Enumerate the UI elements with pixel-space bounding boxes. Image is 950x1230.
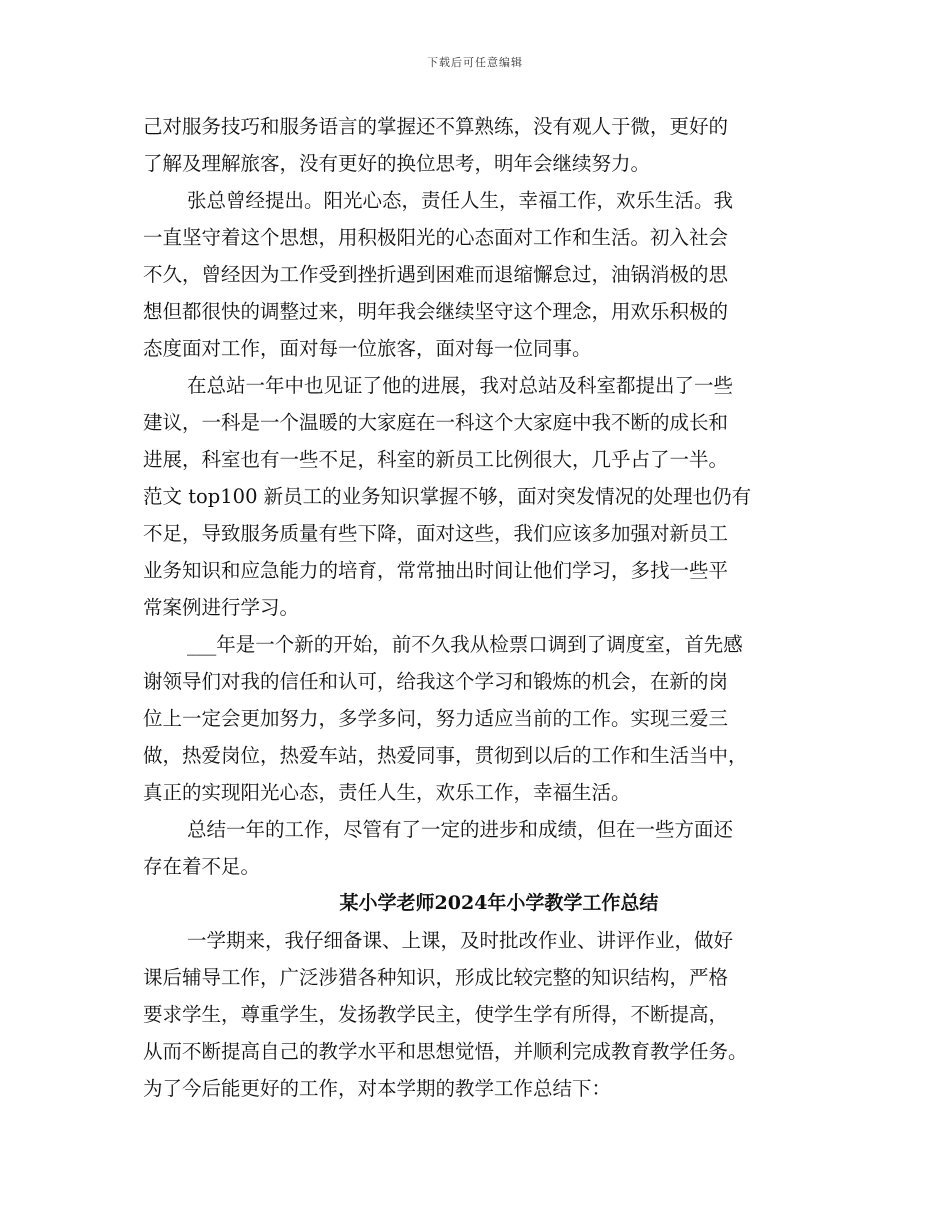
text-line: 想但都很快的调整过来，明年我会继续坚守这个理念，用欢乐积极的 xyxy=(143,300,729,323)
text-line: 位上一定会更加努力，多学多问，努力适应当前的工作。实现三爱三 xyxy=(143,707,729,730)
text-line: 做，热爱岗位，热爱车站，热爱同事，贯彻到以后的工作和生活当中， xyxy=(143,744,748,767)
text-line: 课后辅导工作，广泛涉猎各种知识，形成比较完整的知识结构，严格 xyxy=(143,966,729,989)
text-line: 谢领导们对我的信任和认可，给我这个学习和锻炼的机会，在新的岗 xyxy=(143,670,729,693)
text-line: 了解及理解旅客，没有更好的换位思考，明年会继续努力。 xyxy=(143,152,651,175)
text-line: 常案例进行学习。 xyxy=(143,596,300,619)
text-line: 从而不断提高自己的教学水平和思想觉悟，并顺利完成教育教学任务。 xyxy=(143,1040,748,1063)
document-body xyxy=(143,108,825,1107)
paragraph-start-line: ___年是一个新的开始，前不久我从检票口调到了调度室，首先感 xyxy=(187,633,743,656)
text-line: 一直坚守着这个思想，用积极阳光的心态面对工作和生活。初入社会 xyxy=(143,226,729,249)
text-line: 不足，导致服务质量有些下降，面对这些，我们应该多加强对新员工 xyxy=(143,522,729,545)
text-line: 进展，科室也有一些不足，科室的新员工比例很大，几乎占了一半。 xyxy=(143,448,729,471)
paragraph-start-line: 张总曾经提出。阳光心态，责任人生，幸福工作，欢乐生活。我 xyxy=(187,189,734,212)
section-title: 某小学老师2024年小学教学工作总结 xyxy=(339,892,659,914)
paragraph-start-line: 在总站一年中也见证了他的进展，我对总站及科室都提出了一些 xyxy=(187,374,734,397)
text-line: 为了今后能更好的工作，对本学期的教学工作总结下： xyxy=(143,1077,612,1100)
text-line: 存在着不足。 xyxy=(143,855,261,878)
text-line: 己对服务技巧和服务语言的掌握还不算熟练，没有观人于微，更好的 xyxy=(143,115,729,138)
page-header: 下载后可任意编辑 xyxy=(427,56,523,69)
text-line: 态度面对工作，面对每一位旅客，面对每一位同事。 xyxy=(143,337,592,360)
paragraph-start-line: 一学期来，我仔细备课、上课，及时批改作业、讲评作业，做好 xyxy=(187,929,734,952)
text-line: 不久，曾经因为工作受到挫折遇到困难而退缩懈怠过，油锅消极的思 xyxy=(143,263,729,286)
text-line: 业务知识和应急能力的培育，常常抽出时间让他们学习，多找一些平 xyxy=(143,559,729,582)
text-line: 真正的实现阳光心态，责任人生，欢乐工作，幸福生活。 xyxy=(143,781,631,804)
text-line: 要求学生，尊重学生，发扬教学民主，使学生学有所得，不断提高， xyxy=(143,1003,729,1026)
text-line: 建议，一科是一个温暖的大家庭在一科这个大家庭中我不断的成长和 xyxy=(143,411,729,434)
paragraph-start-line: 总结一年的工作，尽管有了一定的进步和成绩，但在一些方面还 xyxy=(187,818,734,841)
text-line: 范文 top100 新员工的业务知识掌握不够，面对突发情况的处理也仍有 xyxy=(143,485,752,508)
